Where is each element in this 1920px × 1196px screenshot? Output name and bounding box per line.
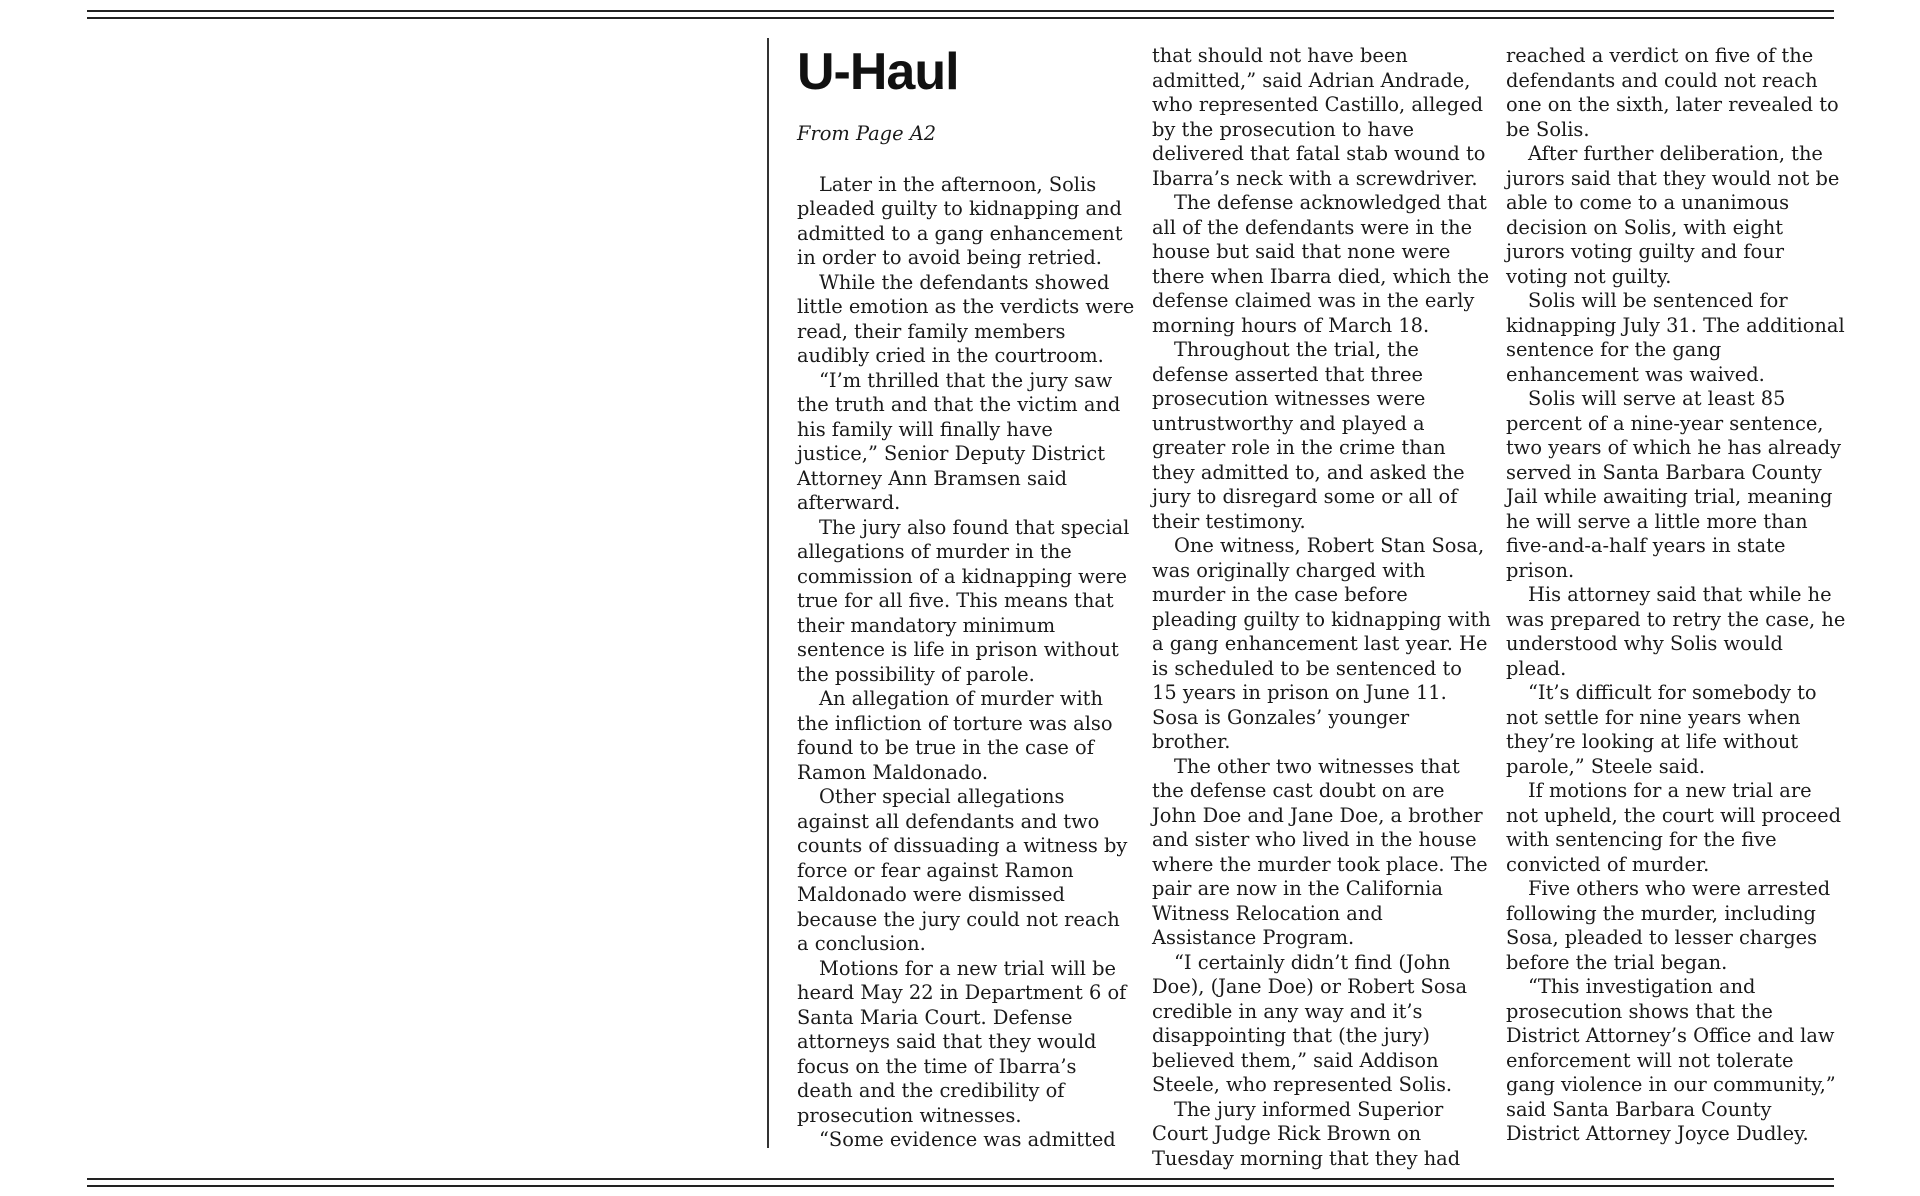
paragraph: Solis will be sentenced for kidnapping July 31. The additional sentence for the gang enhancement was waived. <box>1506 289 1845 386</box>
paragraph: Motions for a new trial will be heard May 22 in Department 6 of Santa Maria Court. Defense attorneys said that they would focus on the time of Ibarra’s death and the credibility of prosecution witnesses. <box>797 956 1127 1127</box>
paragraph: The other two witnesses that the defense cast doubt on are John Doe and Jane Doe, a brother and sister who lived in the house where the murder took place. The pair are now in the California Witness Relocation and Assistance Program. <box>1152 754 1488 949</box>
paragraph: The jury also found that special allegations of murder in the commission of a kidnapping were true for all five. This means that their mandatory minimum sentence is life in prison without the possibility of parole. <box>797 515 1130 686</box>
paragraph: Solis will serve at least 85 percent of a nine-year sentence, two years of which he has already served in Santa Barbara County Jail while awaiting trial, meaning he will serve a little more than five-and-a-half years in state prison. <box>1506 387 1842 582</box>
paragraph: Five others who were arrested following the murder, including Sosa, pleaded to lesser charges before the trial began. <box>1506 877 1831 974</box>
article-column-2 <box>1152 44 1492 1171</box>
paragraph: Other special allegations against all defendants and two counts of dissuading a witness by force or fear against Ramon Maldonado were dismissed because the jury could not reach a conclusion. <box>797 785 1128 955</box>
paragraph: “I certainly didn’t find (John Doe), (Jane Doe) or Robert Sosa credible in any way and it’s disappointing that (the jury) believed them,” said Addison Steele, who represented Solis. <box>1152 950 1468 1096</box>
bottom-double-rule <box>87 1178 1834 1187</box>
paragraph: Later in the afternoon, Solis pleaded guilty to kidnapping and admitted to a gang enhancement in order to avoid being retried. <box>797 172 1123 269</box>
paragraph: Throughout the trial, the defense asserted that three prosecution witnesses were untrustworthy and played a greater role in the crime than they admitted to, and asked the jury to disregard some or all of their testimony. <box>1152 338 1465 533</box>
paragraph: “It’s difficult for somebody to not settle for nine years when they’re looking at life without parole,” Steele said. <box>1506 681 1817 778</box>
headline: U-Haul <box>797 43 959 101</box>
paragraph: “I’m thrilled that the jury saw the truth and that the victim and his family will finally have justice,” Senior Deputy District Attorney Ann Bramsen said afterward. <box>797 368 1121 514</box>
paragraph-continuation: that should not have been admitted,” said Adrian Andrade, who represented Castillo, alleged by the prosecution to have delivered that fatal stab wound to Ibarra’s neck with a screwdriver. <box>1152 44 1486 190</box>
paragraph: The jury informed Superior Court Judge Rick Brown on Tuesday morning that they had <box>1152 1097 1461 1170</box>
paragraph: If motions for a new trial are not upheld, the court will proceed with sentencing for the five convicted of murder. <box>1506 779 1842 876</box>
paragraph: After further deliberation, the jurors said that they would not be able to come to a unanimous decision on Solis, with eight jurors voting guilty and four voting not guilty. <box>1506 142 1840 288</box>
paragraph-continuation: reached a verdict on five of the defendants and could not reach one on the sixth, later revealed to be Solis. <box>1506 44 1839 141</box>
jump-line: From Page A2 <box>797 122 937 145</box>
paragraph: While the defendants showed little emotion as the verdicts were read, their family members audibly cried in the courtroom. <box>797 270 1135 367</box>
paragraph: One witness, Robert Stan Sosa, was originally charged with murder in the case before pleading guilty to kidnapping with a gang enhancement last year. He is scheduled to be sentenced to 15 years in prison on June 11. Sosa is Gonzales’ younger brother. <box>1152 534 1491 753</box>
top-double-rule <box>87 10 1834 19</box>
paragraph: An allegation of murder with the infliction of torture was also found to be true in the case of Ramon Maldonado. <box>797 687 1113 784</box>
paragraph: The defense acknowledged that all of the defendants were in the house but said that none were there when Ibarra died, which the defense claimed was in the early morning hours of March 18. <box>1152 191 1490 337</box>
paragraph: “This investigation and prosecution shows that the District Attorney’s Office and law enforcement will not tolerate gang violence in our community,” said Santa Barbara County District Attorney Joyce Dudley. <box>1506 975 1836 1145</box>
column-divider <box>767 38 769 1148</box>
paragraph: “Some evidence was admitted <box>819 1128 1116 1151</box>
article-column-3 <box>1506 44 1846 1147</box>
paragraph: His attorney said that while he was prepared to retry the case, he understood why Solis would plead. <box>1506 583 1846 680</box>
article-column-1 <box>797 44 1137 1153</box>
